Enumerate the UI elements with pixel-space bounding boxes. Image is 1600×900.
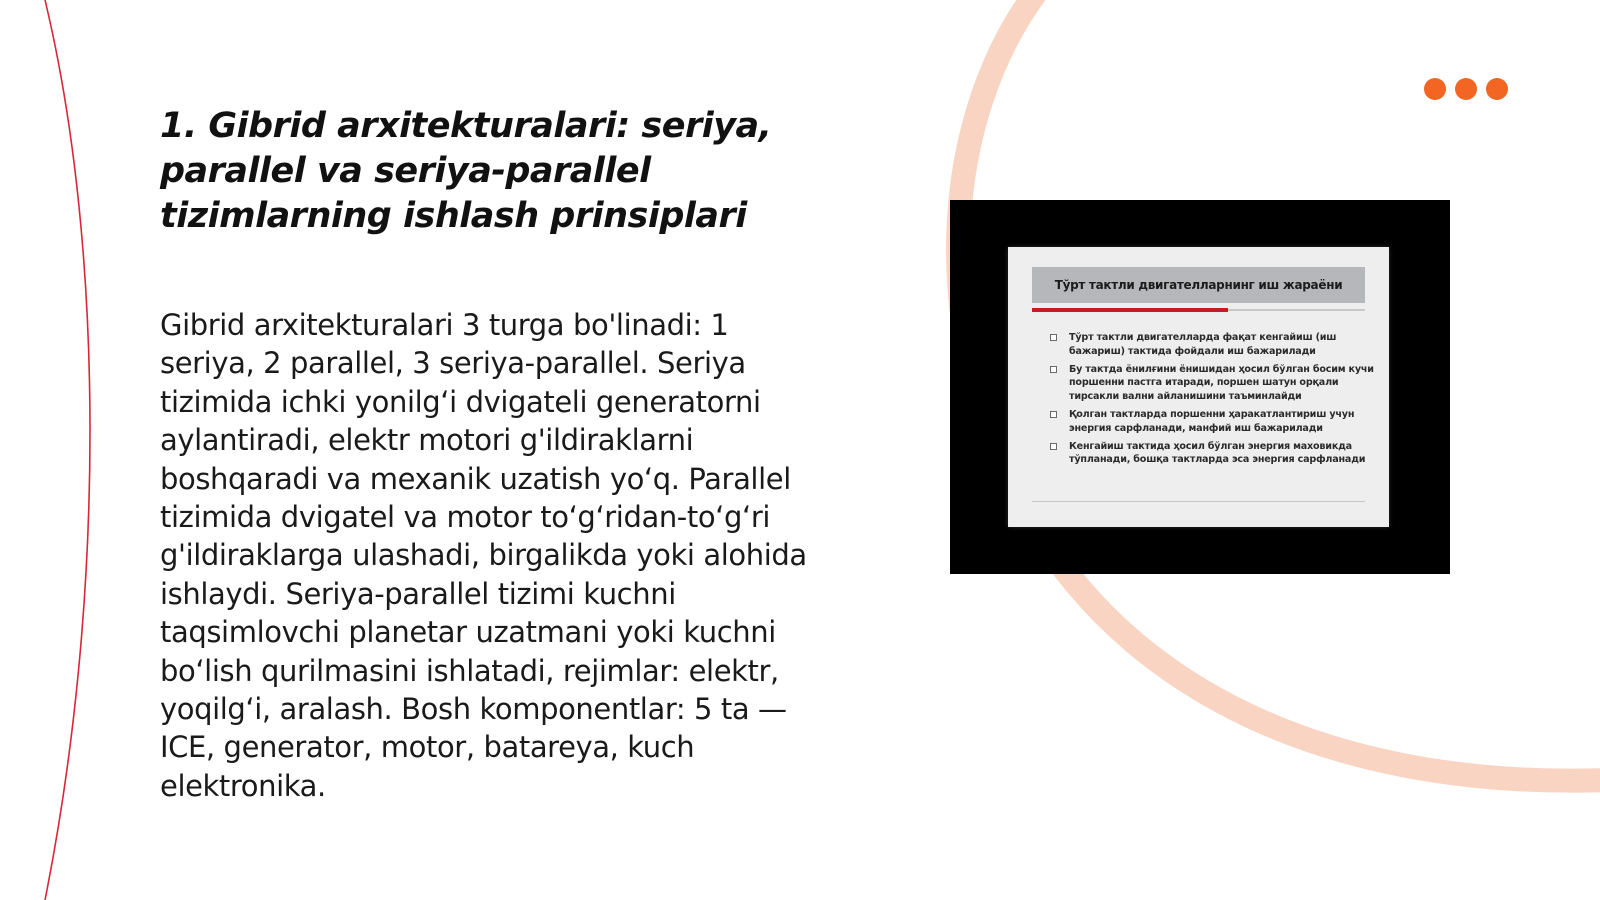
- bullet-square-icon: [1050, 411, 1057, 418]
- embedded-title-underline: [1032, 308, 1228, 312]
- embedded-bottom-divider: [1032, 501, 1365, 502]
- list-item-text: Бу тактда ёнилғини ёнишидан ҳосил бўлган босим кучи поршенни пастга итаради, поршен шатун орқали тирсакли вални айланишини таъминлайди: [1069, 363, 1374, 403]
- bullet-square-icon: [1050, 366, 1057, 373]
- bullet-square-icon: [1050, 334, 1057, 341]
- list-item: [1048, 363, 1378, 404]
- embedded-bullet-list: [1048, 331, 1378, 471]
- slide-body-text: Gibrid arxitekturalari 3 turga bo'linadi: 1 seriya, 2 parallel, 3 seriya-parallel. Seriya tizimida ichki yonilg‘i dvigateli generatorni aylantiradi, elektr motori g'ildiraklarni boshqaradi va mexanik uzatish yo‘q. Parallel tizimida dvigatel va motor to‘g‘ridan-to‘g‘ri g'ildiraklarga ulashadi, birgalikda yoki alohida ishlaydi. Seriya-parallel tizimi kuchni taqsimlovchi planetar uzatmani yoki kuchni bo‘lish qurilmasini ishlatadi, rejimlar: elektr, yoqilg‘i, aralash. Bosh komponentlar: 5 ta — ICE, generator, motor, batareya, kuch elektronika.: [160, 308, 807, 803]
- bullet-square-icon: [1050, 443, 1057, 450]
- list-item-text: Тўрт тактли двигателларда фақат кенгайиш (иш бажариш) тактида фойдали иш бажарилади: [1069, 332, 1337, 357]
- list-item: [1048, 440, 1378, 468]
- dot: [1486, 78, 1508, 100]
- list-item-text: Қолган тактларда поршенни ҳаракатлантириш учун энергия сарфланади, манфий иш бажарилади: [1069, 408, 1355, 434]
- list-item: [1048, 331, 1378, 359]
- embedded-title-underline-grey: [1228, 309, 1365, 311]
- embedded-video-frame[interactable]: [950, 200, 1450, 574]
- list-item-text: Кенгайиш тактида ҳосил бўлган энергия маховикда тўпланади, бошқа тактларда эса энергия сарфланади: [1069, 440, 1366, 466]
- embedded-slide-screenshot: [1008, 247, 1389, 527]
- slide-title: 1. Gibrid arxitekturalari: seriya, parallel va seriya-parallel tizimlarning ishlash prinsiplari: [160, 106, 772, 236]
- three-dots-icon: [1424, 78, 1510, 100]
- embedded-slide-title: Тўрт тактли двигателларнинг иш жараёни: [1032, 267, 1365, 303]
- left-accent-line: [45, 0, 90, 900]
- list-item: [1048, 408, 1378, 436]
- dot: [1455, 78, 1477, 100]
- dot: [1424, 78, 1446, 100]
